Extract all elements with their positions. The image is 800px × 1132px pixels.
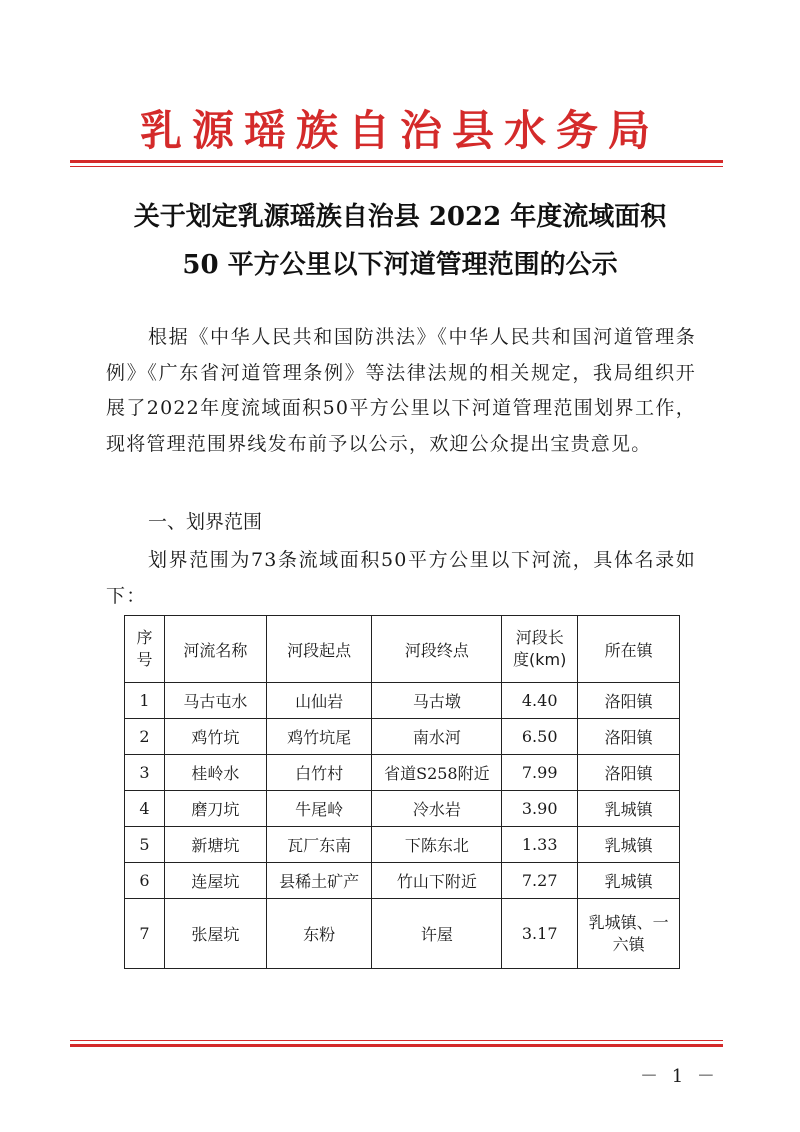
cell-length: 1.33	[502, 827, 578, 863]
table-header-row	[125, 616, 680, 683]
cell-town: 乳城镇	[578, 827, 680, 863]
cell-length: 4.40	[502, 683, 578, 719]
cell-index: 5	[125, 827, 165, 863]
cell-town: 洛阳镇	[578, 755, 680, 791]
cell-length: 7.27	[502, 863, 578, 899]
cell-start: 东粉	[266, 899, 372, 969]
river-table	[124, 615, 680, 969]
header-length: 河段长 度(km)	[502, 616, 578, 683]
cell-start: 瓦厂东南	[266, 827, 372, 863]
cell-index: 2	[125, 719, 165, 755]
cell-end: 冷水岩	[372, 791, 502, 827]
cell-town: 乳城镇、一 六镇	[578, 899, 680, 969]
cell-length: 3.90	[502, 791, 578, 827]
cell-index: 7	[125, 899, 165, 969]
section-heading: 一、划界范围	[148, 511, 263, 533]
cell-index: 4	[125, 791, 165, 827]
cell-length: 6.50	[502, 719, 578, 755]
cell-index: 3	[125, 755, 165, 791]
table-row	[125, 683, 680, 719]
header-river-name: 河流名称	[164, 616, 266, 683]
cell-length: 7.99	[502, 755, 578, 791]
cell-river-name: 磨刀坑	[164, 791, 266, 827]
letterhead-title: 乳源瑶族自治县水务局	[139, 106, 660, 155]
cell-end: 马古墩	[372, 683, 502, 719]
cell-end: 南水河	[372, 719, 502, 755]
table-row	[125, 791, 680, 827]
table-row	[125, 719, 680, 755]
intro-paragraph: 根据《中华人民共和国防洪法》《中华人民共和国河道管理条例》《广东省河道管理条例》等法律法规的相关规定，我局组织开展了2022年度流域面积50平方公里以下河道管理范围划界工作，现将管理范围界线发布前予以公示，欢迎公众提出宝贵意见。	[106, 326, 696, 455]
cell-town: 洛阳镇	[578, 683, 680, 719]
cell-start: 白竹村	[266, 755, 372, 791]
cell-start: 县稀土矿产	[266, 863, 372, 899]
cell-start: 鸡竹坑尾	[266, 719, 372, 755]
section-paragraph: 划界范围为73条流域面积50平方公里以下河流，具体名录如下：	[106, 549, 696, 607]
cell-end: 下陈东北	[372, 827, 502, 863]
page-number: － 1 －	[640, 1066, 719, 1087]
cell-river-name: 鸡竹坑	[164, 719, 266, 755]
cell-river-name: 连屋坑	[164, 863, 266, 899]
document-title-line-2: 50 平方公里以下河道管理范围的公示	[182, 250, 618, 280]
cell-length: 3.17	[502, 899, 578, 969]
cell-index: 6	[125, 863, 165, 899]
cell-river-name: 张屋坑	[164, 899, 266, 969]
cell-start: 牛尾岭	[266, 791, 372, 827]
cell-town: 洛阳镇	[578, 719, 680, 755]
document-title-line-1: 关于划定乳源瑶族自治县 2022 年度流域面积	[133, 202, 667, 232]
table-row	[125, 827, 680, 863]
cell-town: 乳城镇	[578, 863, 680, 899]
table-row	[125, 863, 680, 899]
header-start: 河段起点	[266, 616, 372, 683]
letterhead-rule-thin	[70, 166, 723, 167]
header-end: 河段终点	[372, 616, 502, 683]
footer-rule-thin	[70, 1040, 723, 1041]
header-index: 序 号	[125, 616, 165, 683]
cell-town: 乳城镇	[578, 791, 680, 827]
footer-rule-thick	[70, 1044, 723, 1047]
cell-river-name: 新塘坑	[164, 827, 266, 863]
cell-index: 1	[125, 683, 165, 719]
table-row	[125, 899, 680, 969]
header-town: 所在镇	[578, 616, 680, 683]
cell-river-name: 马古屯水	[164, 683, 266, 719]
letterhead-rule-thick	[70, 160, 723, 163]
cell-river-name: 桂岭水	[164, 755, 266, 791]
cell-end: 省道S258附近	[372, 755, 502, 791]
cell-end: 竹山下附近	[372, 863, 502, 899]
cell-start: 山仙岩	[266, 683, 372, 719]
cell-end: 许屋	[372, 899, 502, 969]
table-row	[125, 755, 680, 791]
